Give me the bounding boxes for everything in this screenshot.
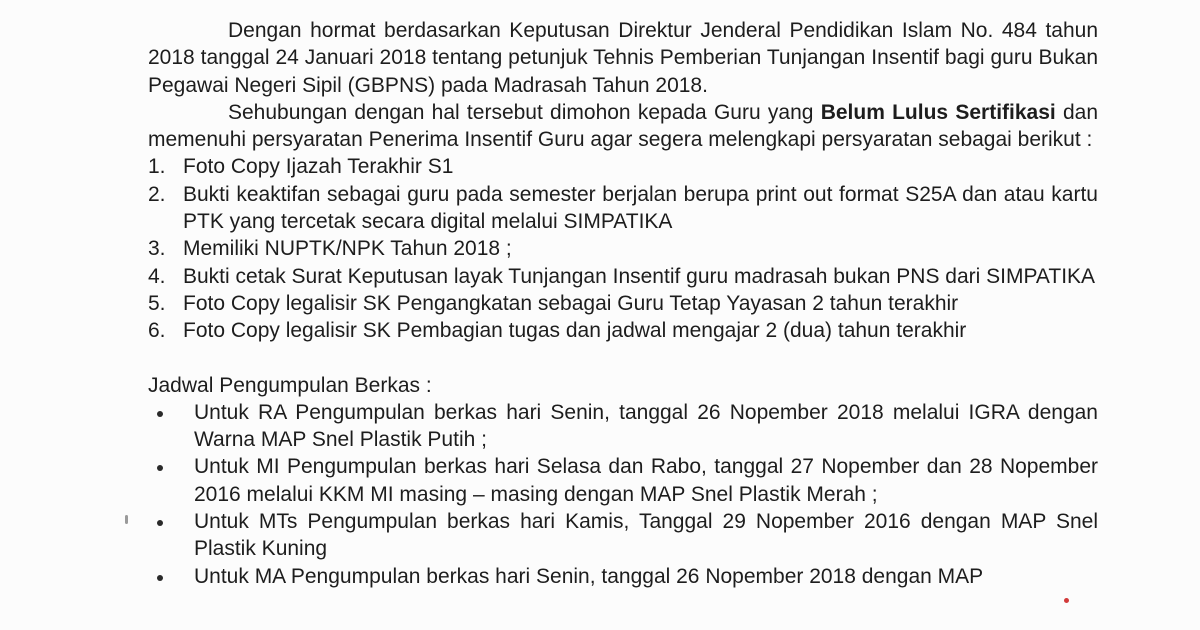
request-text-bold: Belum Lulus Sertifikasi: [820, 100, 1056, 124]
requirement-number: 1.: [148, 155, 166, 179]
intro-text: Dengan hormat berdasarkan Keputusan Direktur Jenderal Pendidikan Islam No. 484 tahun 2018 tanggal 24 Januari 2018 tentang petunjuk Tehnis Pemberian Tunjangan Insentif bagi guru Bukan Pegawai Negeri Sipil (GBPNS) pada Madrasah Tahun 2018.: [148, 19, 1098, 97]
spacer: [148, 345, 1098, 372]
requirement-text: Bukti keaktifan sebagai guru pada semester berjalan berupa print out format S25A dan atau kartu PTK yang tercetak secara digital melalui SIMPATIKA: [183, 182, 1098, 234]
ink-speck: [1064, 598, 1069, 603]
schedule-heading: Jadwal Pengumpulan Berkas :: [148, 373, 432, 397]
requirement-text: Foto Copy legalisir SK Pengangkatan sebagai Guru Tetap Yayasan 2 tahun terakhir: [183, 291, 959, 315]
schedule-text: Untuk MTs Pengumpulan berkas hari Kamis, Tanggal 29 Nopember 2016 dengan MAP Snel Plastik Kuning: [194, 510, 1098, 561]
requirement-text: Memiliki NUPTK/NPK Tahun 2018 ;: [183, 237, 512, 261]
request-text-post: dan memenuhi persyaratan Penerima Insentif Guru agar segera melengkapi persyaratan sebagai berikut :: [148, 100, 1099, 152]
bullet-icon: [157, 520, 163, 526]
requirement-item: [148, 153, 1098, 180]
letter-body: [148, 17, 1098, 590]
requirement-number: 2.: [148, 182, 166, 206]
schedule-item: [148, 399, 1098, 454]
requirement-item: [148, 290, 1098, 317]
requirement-item: [148, 235, 1098, 262]
requirement-number: 3.: [148, 237, 166, 261]
bullet-icon: [157, 411, 163, 417]
request-paragraph: [148, 99, 1098, 154]
ink-speck: [125, 515, 128, 524]
requirements-list: [148, 153, 1098, 344]
requirement-number: 4.: [148, 264, 166, 288]
schedule-text: Untuk MI Pengumpulan berkas hari Selasa dan Rabo, tanggal 27 Nopember dan 28 Nopember 2016 melalui KKM MI masing – masing dengan MAP Snel Plastik Merah ;: [194, 455, 1098, 506]
schedule-text: Untuk MA Pengumpulan berkas hari Senin, tanggal 26 Nopember 2018 dengan MAP: [194, 564, 984, 588]
requirement-item: [148, 181, 1098, 236]
requirement-text: Foto Copy Ijazah Terakhir S1: [183, 155, 454, 179]
requirement-text: Bukti cetak Surat Keputusan layak Tunjangan Insentif guru madrasah bukan PNS dari SIMPATIKA: [183, 264, 1096, 288]
intro-paragraph: [148, 17, 1098, 99]
schedule-item: [148, 453, 1098, 508]
schedule-list: [148, 399, 1098, 590]
schedule-item: [148, 563, 1098, 590]
requirement-item: [148, 263, 1098, 290]
schedule-text: Untuk RA Pengumpulan berkas hari Senin, tanggal 26 Nopember 2018 melalui IGRA dengan Warna MAP Snel Plastik Putih ;: [194, 400, 1098, 452]
requirement-number: 6.: [148, 319, 166, 343]
requirement-item: [148, 317, 1098, 344]
bullet-icon: [157, 575, 163, 581]
request-text-pre: Sehubungan dengan hal tersebut dimohon kepada Guru yang: [228, 100, 821, 124]
requirement-number: 5.: [148, 291, 166, 315]
requirement-text: Foto Copy legalisir SK Pembagian tugas dan jadwal mengajar 2 (dua) tahun terakhir: [183, 319, 967, 343]
schedule-item: [148, 508, 1098, 563]
bullet-icon: [157, 465, 163, 471]
